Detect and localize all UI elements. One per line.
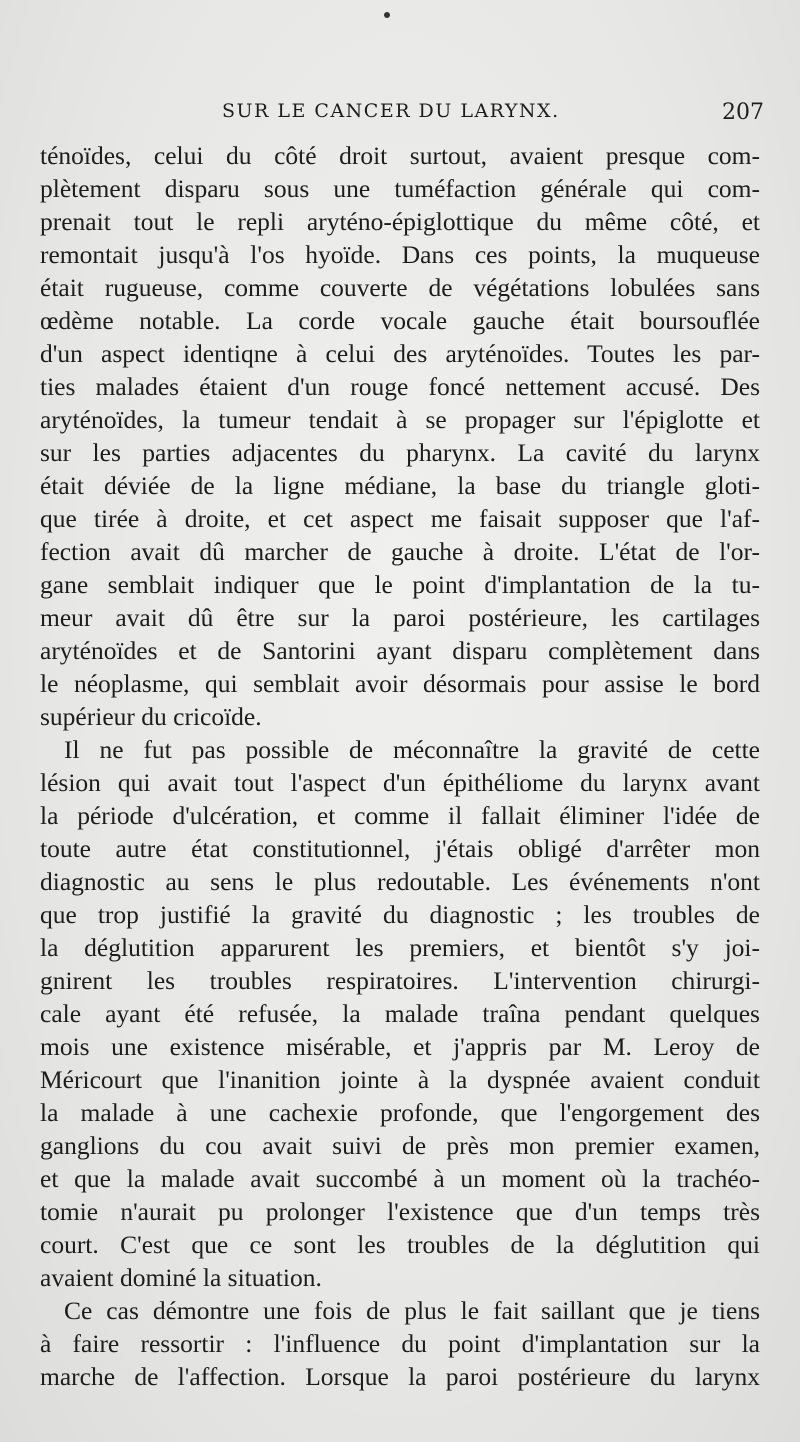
text-line: Ce cas démontre une fois de plus le fait saillant que je tiens [64,1296,760,1325]
text-line: la période d'ulcération, et comme il fallait éliminer l'idée de [40,801,760,830]
text-line: que tirée à droite, et cet aspect me faisait supposer que l'af- [40,504,760,533]
text-line: toute autre état constitutionnel, j'étais obligé d'arrêter mon [40,834,760,863]
text-line: œdème notable. La corde vocale gauche était boursouflée [40,306,760,335]
text-line: et que la malade avait succombé à un moment où la trachéo- [40,1164,760,1193]
text-line: Méricourt que l'inanition jointe à la dyspnée avaient conduit [40,1065,760,1094]
text-line: la malade à une cachexie profonde, que l'engorgement des [40,1098,760,1127]
text-line: mois une existence misérable, et j'appris par M. Leroy de [40,1032,760,1061]
text-line: prenait tout le repli aryténo-épiglottique du même côté, et [40,207,760,236]
page-header [0,100,800,130]
text-line: tomie n'aurait pu prolonger l'existence que d'un temps très [40,1197,760,1226]
text-line: avaient dominé la situation. [40,1263,322,1292]
text-line: était rugueuse, comme couverte de végétations lobulées sans [40,273,760,302]
text-line: gane semblait indiquer que le point d'implantation de la tu- [40,570,760,599]
page-number: 207 [722,100,764,125]
text-line: court. C'est que ce sont les troubles de la déglutition qui [40,1230,760,1259]
text-line: à faire ressortir : l'influence du point d'implantation sur la [40,1329,760,1358]
text-line: la déglutition apparurent les premiers, et bientôt s'y joi- [40,933,760,962]
text-line: sur les parties adjacentes du pharynx. La cavité du larynx [40,438,760,467]
text-line: fection avait dû marcher de gauche à droite. L'état de l'or- [40,537,760,566]
running-title: SUR LE CANCER DU LARYNX. [222,100,560,122]
print-speck [384,12,390,18]
text-line: d'un aspect identiqne à celui des aryténoïdes. Toutes les par- [40,339,760,368]
text-line: plètement disparu sous une tuméfaction générale qui com- [40,174,760,203]
text-line: ténoïdes, celui du côté droit surtout, avaient presque com- [40,141,760,170]
text-line: supérieur du cricoïde. [40,702,262,731]
text-line: aryténoïdes et de Santorini ayant disparu complètement dans [40,636,760,665]
text-line: Il ne fut pas possible de méconnaître la gravité de cette [64,735,760,764]
text-line: aryténoïdes, la tumeur tendait à se propager sur l'épiglotte et [40,405,760,434]
text-line: marche de l'affection. Lorsque la paroi postérieure du larynx [40,1362,760,1391]
text-line: gnirent les troubles respiratoires. L'intervention chirurgi- [40,966,760,995]
text-line: meur avait dû être sur la paroi postérieure, les cartilages [40,603,760,632]
text-line: diagnostic au sens le plus redoutable. Les événements n'ont [40,867,760,896]
text-line: le néoplasme, qui semblait avoir désormais pour assise le bord [40,669,760,698]
text-line: ties malades étaient d'un rouge foncé nettement accusé. Des [40,372,760,401]
text-line: ganglions du cou avait suivi de près mon premier examen, [40,1131,760,1160]
text-line: que trop justifié la gravité du diagnostic ; les troubles de [40,900,760,929]
text-line: cale ayant été refusée, la malade traîna pendant quelques [40,999,760,1028]
text-line: lésion qui avait tout l'aspect d'un épithéliome du larynx avant [40,768,760,797]
text-line: remontait jusqu'à l'os hyoïde. Dans ces points, la muqueuse [40,240,760,269]
text-line: était déviée de la ligne médiane, la base du triangle gloti- [40,471,760,500]
